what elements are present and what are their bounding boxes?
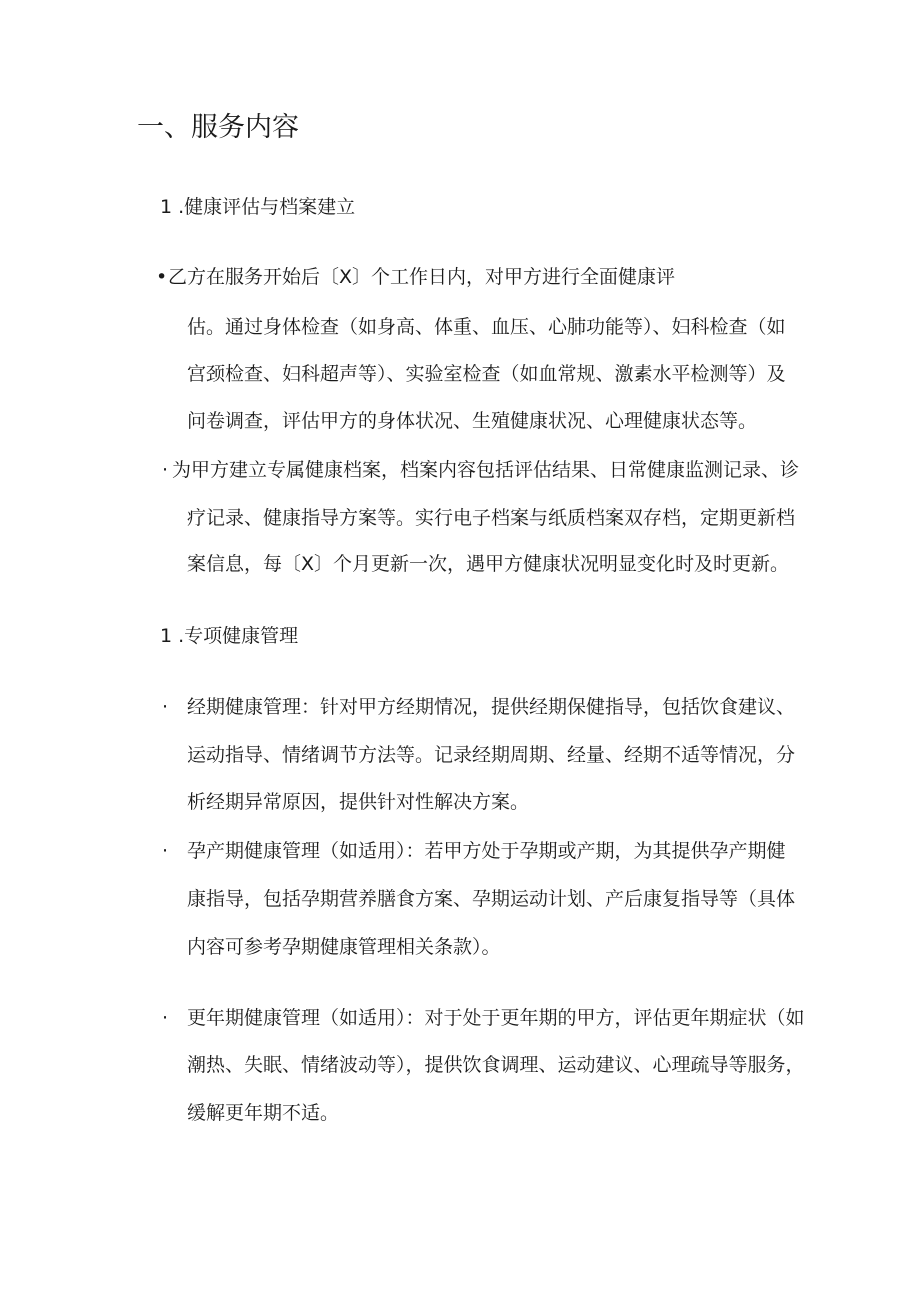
paragraph-line: 更年期健康管理（如适用）：对于处于更年期的甲方，评估更年期症状（如 bbox=[187, 1007, 805, 1029]
paragraph-line: 运动指导、情绪调节方法等。记录经期周期、经量、经期不适等情况，分 bbox=[187, 744, 796, 766]
paragraph-line: 孕产期健康管理（如适用）：若甲方处于孕期或产期，为其提供孕产期健 bbox=[187, 840, 786, 862]
paragraph-line: 宫颈检查、妇科超声等）、实验室检查（如血常规、激素水平检测等）及 bbox=[187, 363, 786, 385]
bullet-marker: · bbox=[162, 1007, 169, 1029]
paragraph-line: 问卷调查，评估甲方的身体状况、生殖健康状况、心理健康状态等。 bbox=[187, 410, 758, 432]
paragraph-line: 乙方在服务开始后〔X〕个工作日内，对甲方进行全面健康评 bbox=[168, 266, 676, 288]
paragraph-line: 经期健康管理：针对甲方经期情况，提供经期保健指导，包括饮食建议、 bbox=[187, 696, 796, 718]
paragraph-line: 估。通过身体检查（如身高、体重、血压、心肺功能等）、妇科检查（如 bbox=[187, 316, 786, 338]
paragraph-line: 疗记录、健康指导方案等。实行电子档案与纸质档案双存档，定期更新档 bbox=[187, 507, 796, 529]
paragraph-line: 内容可参考孕期健康管理相关条款）。 bbox=[187, 936, 501, 958]
bullet-marker: · bbox=[162, 696, 169, 718]
paragraph-line: 案信息，每〔X〕个月更新一次，遇甲方健康状况明显变化时及时更新。 bbox=[187, 553, 790, 575]
paragraph-line: 缓解更年期不适。 bbox=[187, 1102, 340, 1124]
section-heading: 一、服务内容 bbox=[137, 112, 299, 143]
subsection-title-health-assessment: 1 .健康评估与档案建立 bbox=[160, 196, 356, 218]
subsection-title-specialized-health: 1 .专项健康管理 bbox=[160, 625, 299, 647]
bullet-marker: · bbox=[162, 459, 169, 481]
paragraph-line: 康指导，包括孕期营养膳食方案、孕期运动计划、产后康复指导等（具体 bbox=[187, 888, 796, 910]
bullet-marker: • bbox=[156, 266, 168, 288]
paragraph-line: 析经期异常原因，提供针对性解决方案。 bbox=[187, 791, 530, 813]
paragraph-line: 为甲方建立专属健康档案，档案内容包括评估结果、日常健康监测记录、诊 bbox=[172, 459, 800, 481]
bullet-marker: · bbox=[162, 840, 169, 862]
paragraph-line: 潮热、失眠、情绪波动等），提供饮食调理、运动建议、心理疏导等服务， bbox=[187, 1054, 805, 1076]
